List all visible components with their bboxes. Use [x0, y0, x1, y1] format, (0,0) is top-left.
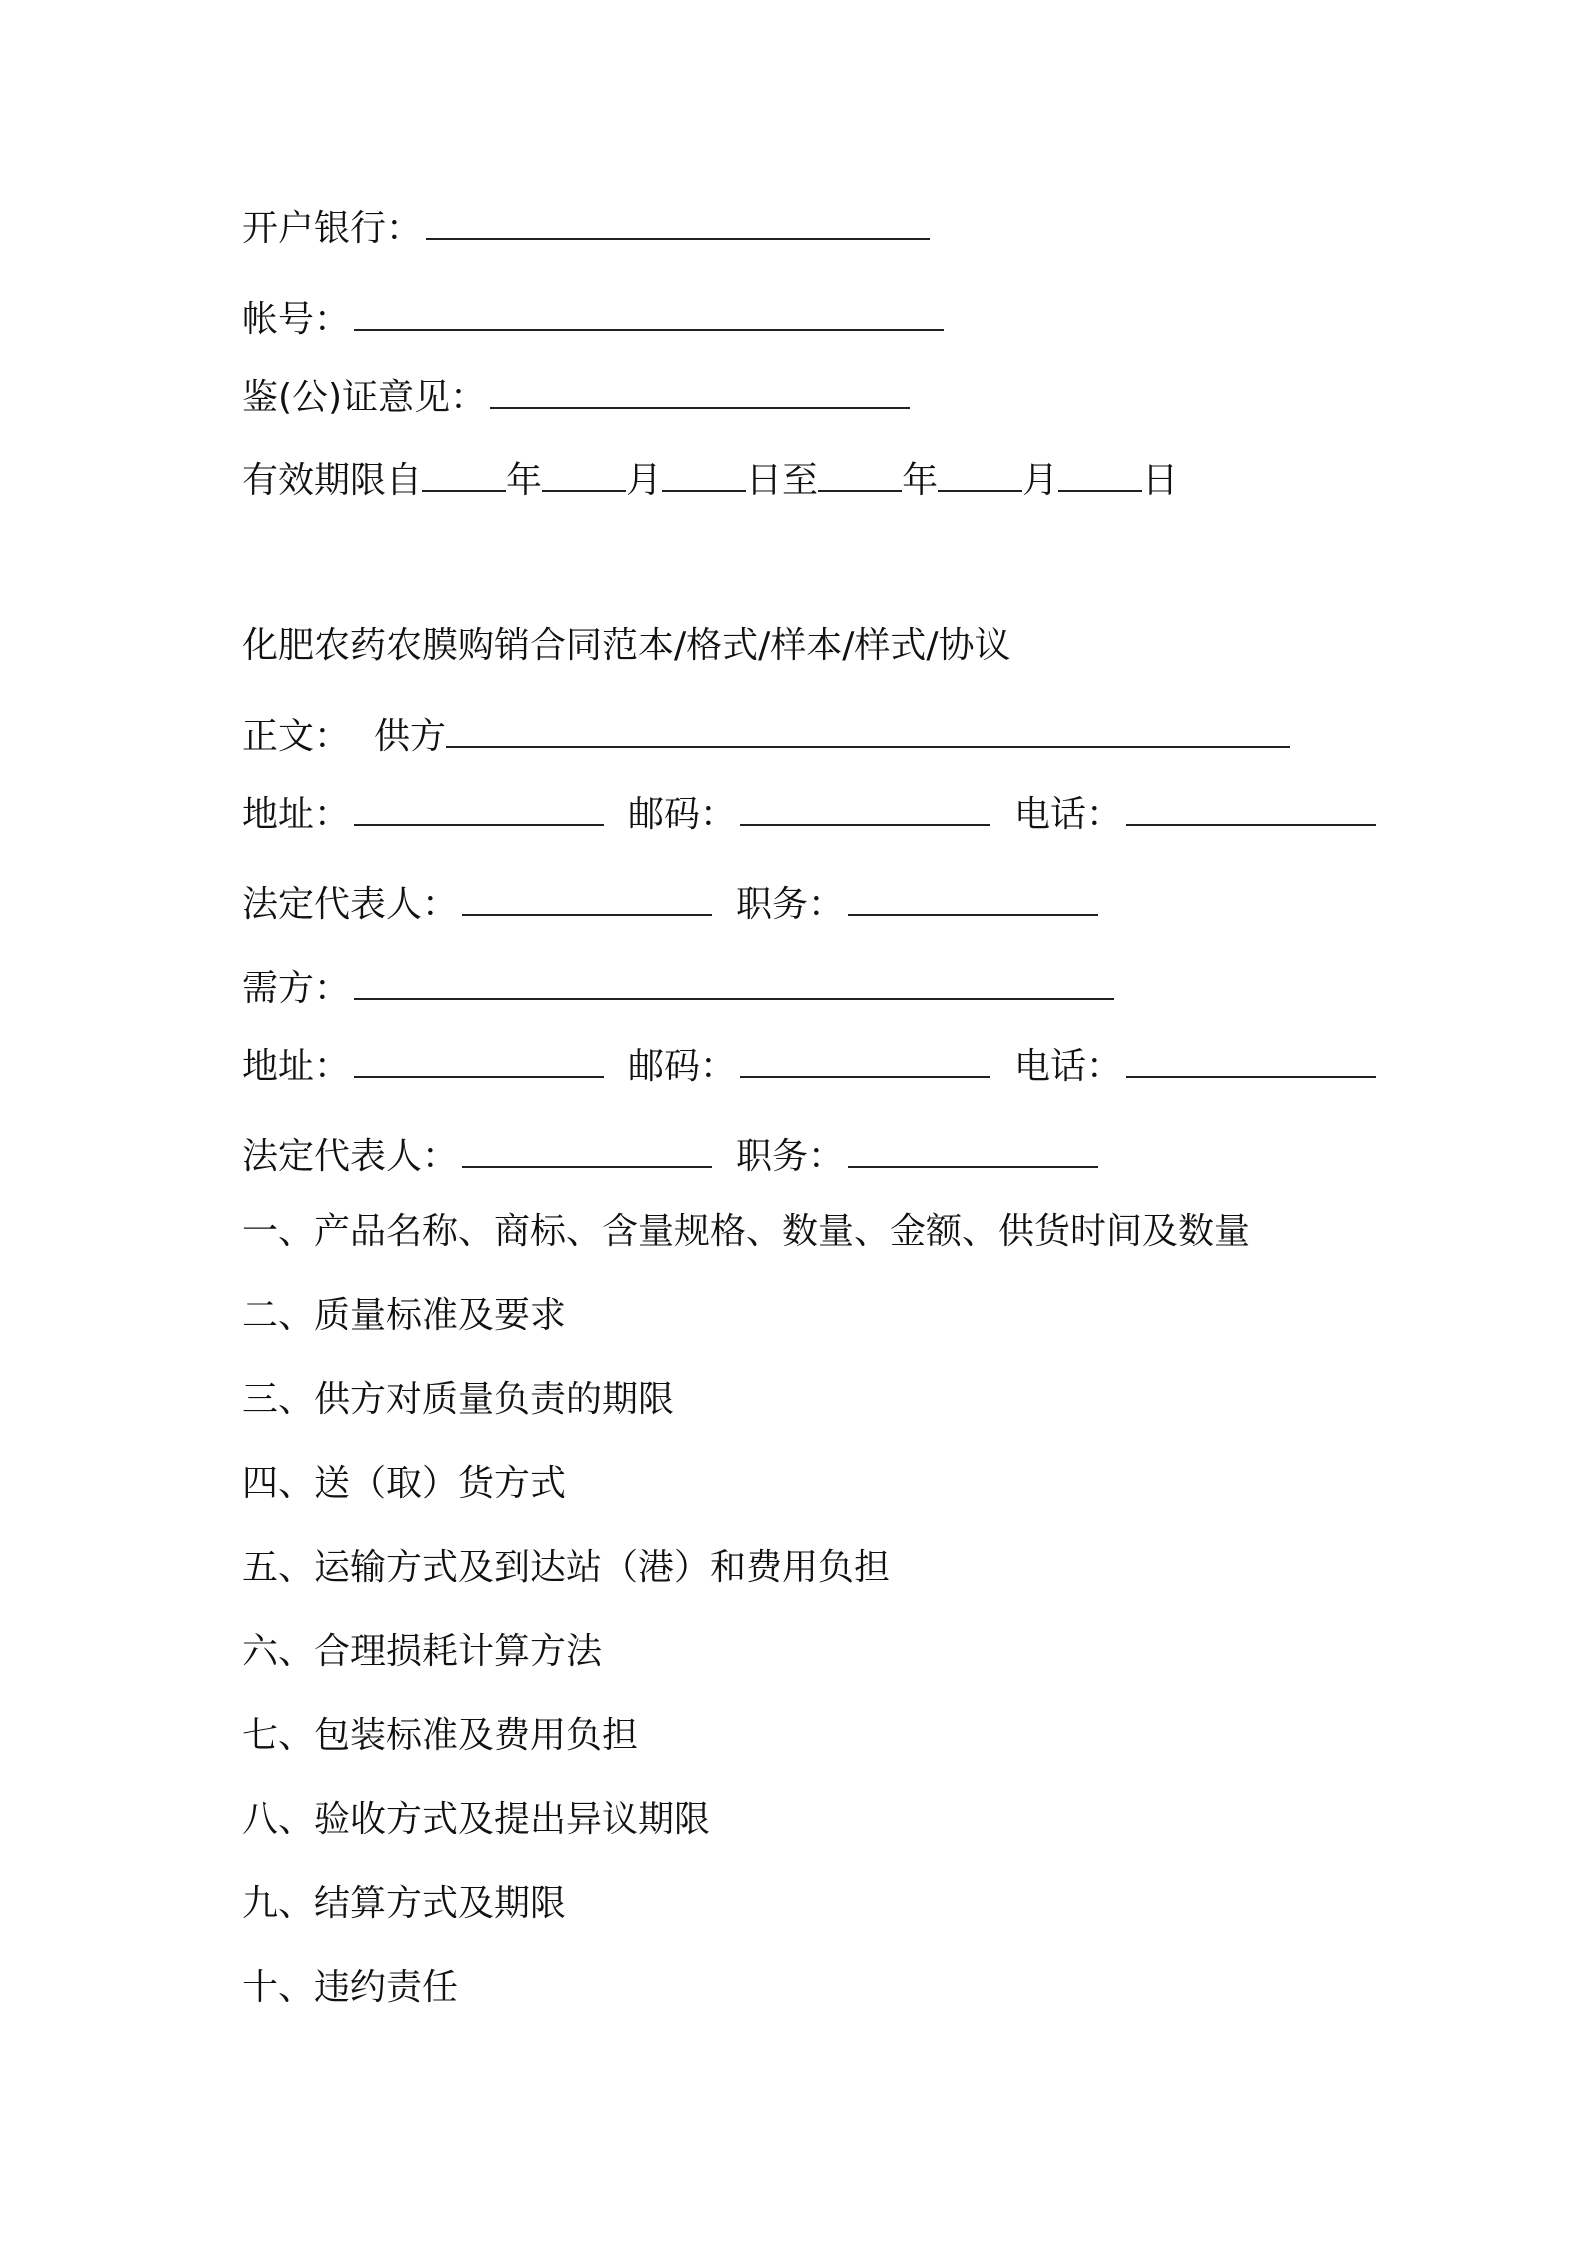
clause-item: 四、送（取）货方式 [242, 1463, 567, 1504]
supplier-position-label: 职务： [736, 884, 845, 925]
supplier-line [242, 712, 1290, 761]
supplier-address-label: 地址： [242, 794, 351, 835]
bank-line [242, 204, 930, 253]
buyer-rep-blank [462, 1132, 712, 1168]
buyer-postcode-blank [740, 1042, 990, 1078]
contract-title: 化肥农药农膜购销合同范本/格式/样本/样式/协议 [242, 625, 1011, 666]
supplier-rep-line [242, 880, 1098, 929]
clause-item: 七、包装标准及费用负担 [242, 1715, 639, 1756]
buyer-address-label: 地址： [242, 1046, 351, 1087]
supplier-contact-line [242, 790, 1376, 839]
buyer-blank [354, 964, 1114, 1000]
clause-item: 八、验收方式及提出异议期限 [242, 1799, 711, 1840]
clause-item: 二、质量标准及要求 [242, 1295, 567, 1336]
clause-item: 五、运输方式及到达站（港）和费用负担 [242, 1547, 891, 1588]
clause-item: 十、违约责任 [242, 1967, 459, 2008]
buyer-label: 需方： [242, 968, 351, 1009]
supplier-phone-label: 电话： [1014, 794, 1123, 835]
buyer-line [242, 964, 1114, 1013]
year-blank-1 [422, 456, 506, 492]
notary-line [242, 373, 910, 422]
body-label: 正文： [242, 716, 351, 757]
buyer-position-label: 职务： [736, 1136, 845, 1177]
buyer-contact-line [242, 1042, 1376, 1091]
day-to-label: 日至 [746, 460, 819, 501]
account-label: 帐号： [242, 299, 351, 340]
year-blank-2 [818, 456, 902, 492]
supplier-postcode-label: 邮码： [628, 794, 737, 835]
supplier-phone-blank [1126, 790, 1376, 826]
buyer-address-blank [354, 1042, 604, 1078]
validity-prefix: 有效期限自 [242, 460, 423, 501]
month-label-1: 月 [626, 460, 663, 501]
supplier-blank [446, 712, 1290, 748]
notary-label: 鉴(公)证意见： [242, 377, 487, 418]
validity-line [242, 456, 1178, 505]
clause-item: 三、供方对质量负责的期限 [242, 1379, 675, 1420]
buyer-rep-line [242, 1132, 1098, 1181]
clause-item: 一、产品名称、商标、含量规格、数量、金额、供货时间及数量 [242, 1211, 1251, 1252]
bank-blank [426, 204, 930, 240]
clause-item: 九、结算方式及期限 [242, 1883, 567, 1924]
buyer-rep-label: 法定代表人： [242, 1136, 459, 1177]
year-label-1: 年 [506, 460, 543, 501]
buyer-postcode-label: 邮码： [628, 1046, 737, 1087]
supplier-position-blank [848, 880, 1098, 916]
day-blank-2 [1058, 456, 1142, 492]
day-label-2: 日 [1142, 460, 1179, 501]
supplier-address-blank [354, 790, 604, 826]
buyer-phone-label: 电话： [1014, 1046, 1123, 1087]
month-label-2: 月 [1022, 460, 1059, 501]
clause-item: 六、合理损耗计算方法 [242, 1631, 603, 1672]
day-blank-1 [662, 456, 746, 492]
supplier-rep-label: 法定代表人： [242, 884, 459, 925]
month-blank-1 [542, 456, 626, 492]
supplier-postcode-blank [740, 790, 990, 826]
bank-label: 开户银行： [242, 208, 423, 249]
year-label-2: 年 [902, 460, 939, 501]
supplier-rep-blank [462, 880, 712, 916]
buyer-position-blank [848, 1132, 1098, 1168]
buyer-phone-blank [1126, 1042, 1376, 1078]
account-line [242, 295, 944, 344]
month-blank-2 [938, 456, 1022, 492]
notary-blank [490, 373, 910, 409]
account-blank [354, 295, 944, 331]
supplier-label: 供方 [374, 716, 447, 757]
